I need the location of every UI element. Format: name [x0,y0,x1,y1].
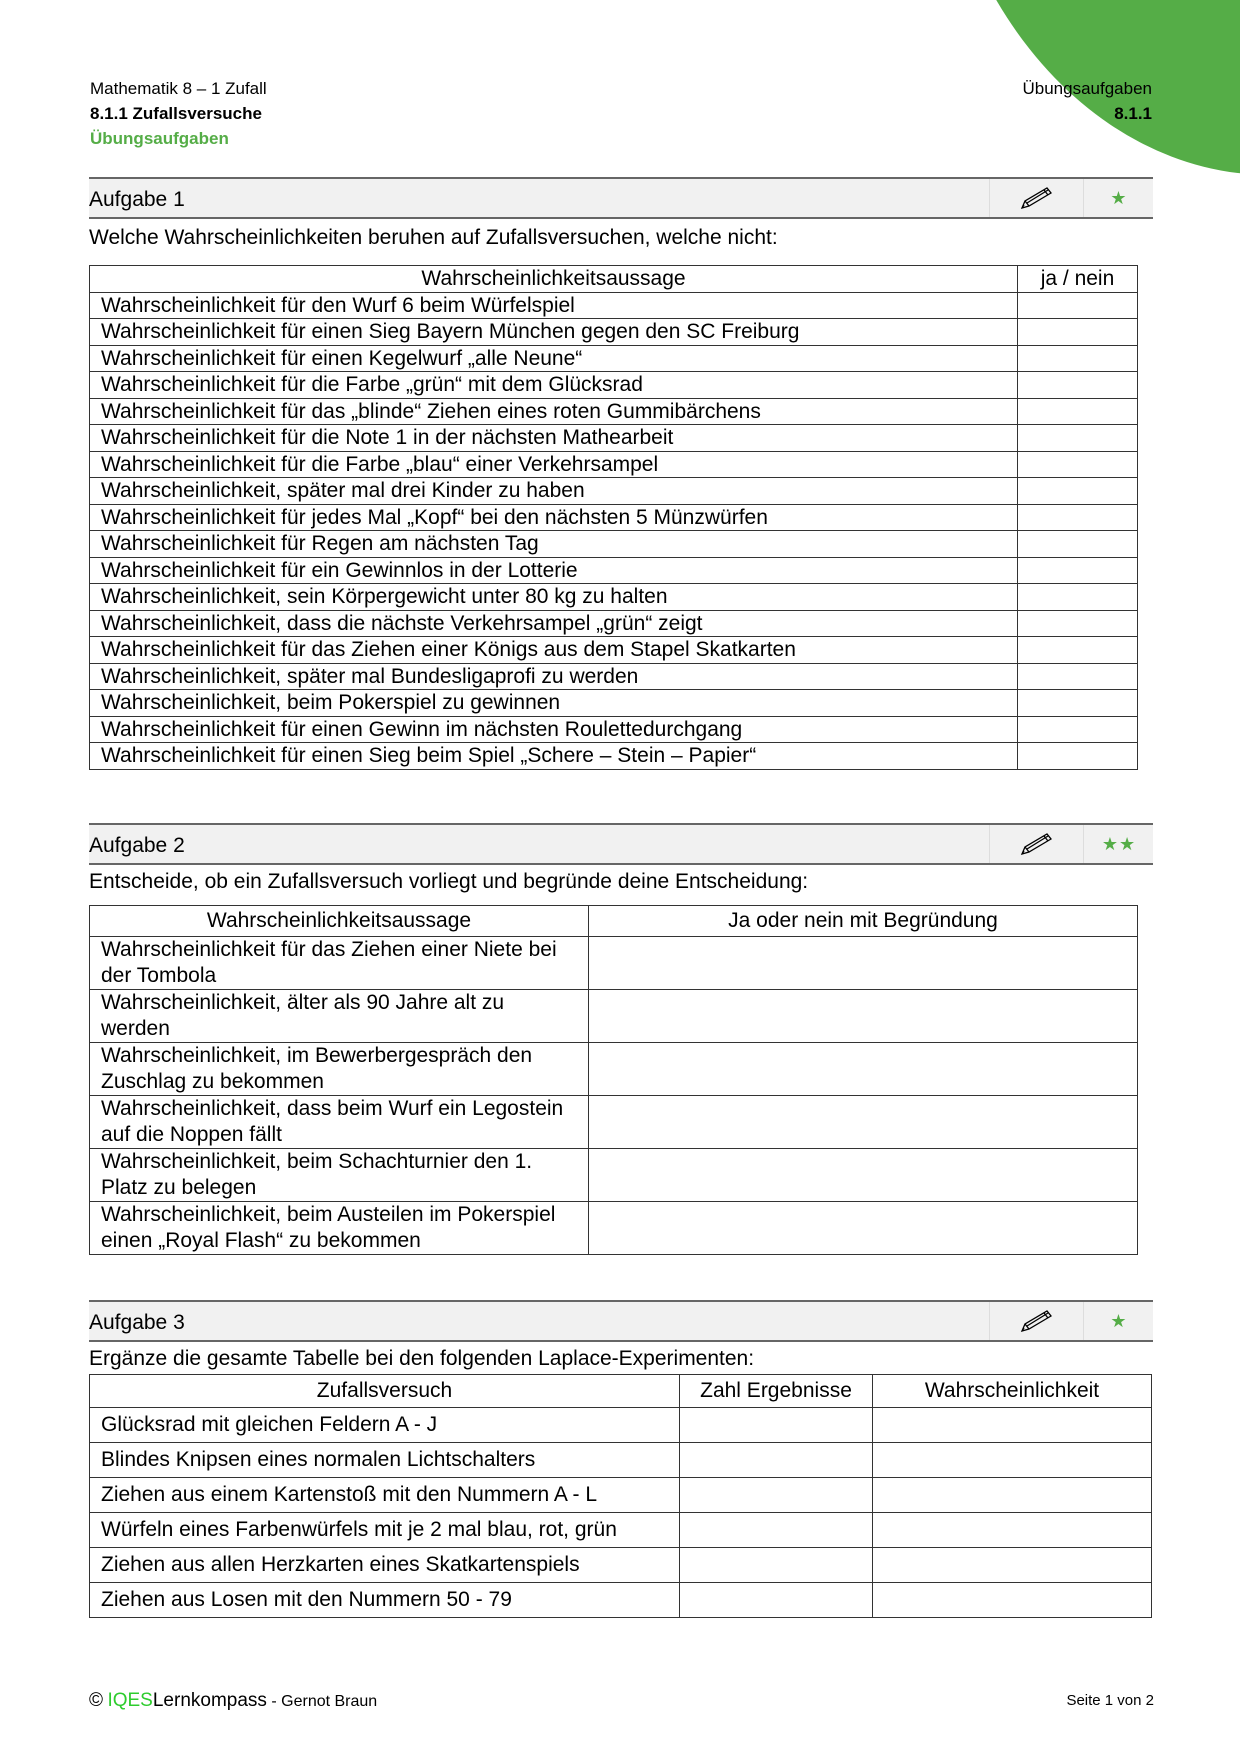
statement-cell: Wahrscheinlichkeit für einen Kegelwurf „alle Neune“ [90,345,1018,372]
experiment-cell: Glücksrad mit gleichen Feldern A - J [90,1408,680,1443]
task-1-header [89,177,1153,219]
statement-cell: Wahrscheinlichkeit für einen Sieg beim Spiel „Schere – Stein – Papier“ [90,743,1018,770]
task-1-table [89,265,1138,770]
answer-cell[interactable] [1018,610,1138,637]
answer-cell[interactable] [1018,451,1138,478]
probability-cell[interactable] [873,1408,1152,1443]
statement-cell: Wahrscheinlichkeit für ein Gewinnlos in der Lotterie [90,557,1018,584]
statement-cell: Wahrscheinlichkeit, beim Pokerspiel zu gewinnen [90,690,1018,717]
answer-cell[interactable] [1018,557,1138,584]
outcomes-cell[interactable] [680,1478,873,1513]
header-right [1022,76,1152,126]
column-header: Wahrscheinlichkeitsaussage [90,266,1018,293]
answer-cell[interactable] [589,1043,1138,1096]
answer-cell[interactable] [1018,345,1138,372]
table-row [90,1583,1152,1618]
statement-cell: Wahrscheinlichkeit für einen Gewinn im nächsten Roulettedurchgang [90,716,1018,743]
statement-cell: Wahrscheinlichkeit für das „blinde“ Ziehen eines roten Gummibärchens [90,398,1018,425]
task-3-header [89,1300,1153,1342]
pencil-icon [989,179,1084,217]
statement-cell: Wahrscheinlichkeit für einen Sieg Bayern München gegen den SC Freiburg [90,319,1018,346]
task-2-table [89,905,1138,1255]
table-row [90,743,1138,770]
statement-cell: Wahrscheinlichkeit, dass beim Wurf ein Legostein auf die Noppen fällt [90,1096,589,1149]
outcomes-cell[interactable] [680,1583,873,1618]
statement-cell: Wahrscheinlichkeit, älter als 90 Jahre alt zu werden [90,990,589,1043]
task-2-header [89,823,1153,865]
column-header: Zufallsversuch [90,1375,680,1408]
outcomes-cell[interactable] [680,1443,873,1478]
brand-iqes: IQES [107,1690,153,1711]
table-row [90,637,1138,664]
task-1-prompt: Welche Wahrscheinlichkeiten beruhen auf Zufallsversuchen, welche nicht: [89,226,778,249]
probability-cell[interactable] [873,1478,1152,1513]
header-right-code: 8.1.1 [1114,104,1152,123]
pencil-icon [989,825,1084,863]
task-2-prompt: Entscheide, ob ein Zufallsversuch vorliegt und begründe deine Entscheidung: [89,870,809,893]
table-row [90,716,1138,743]
column-header: Ja oder nein mit Begründung [589,906,1138,937]
answer-cell[interactable] [1018,425,1138,452]
table-row [90,451,1138,478]
answer-cell[interactable] [1018,637,1138,664]
answer-cell[interactable] [1018,743,1138,770]
column-header: ja / nein [1018,266,1138,293]
column-header: Zahl Ergebnisse [680,1375,873,1408]
brand-lernkompass: Lernkompass [152,1690,267,1711]
answer-cell[interactable] [589,990,1138,1043]
table-row [90,1043,1138,1096]
statement-cell: Wahrscheinlichkeit, später mal drei Kinder zu haben [90,478,1018,505]
statement-cell: Wahrscheinlichkeit für den Wurf 6 beim Würfelspiel [90,292,1018,319]
pencil-icon [989,1302,1084,1340]
statement-cell: Wahrscheinlichkeit, beim Austeilen im Pokerspiel einen „Royal Flash“ zu bekommen [90,1202,589,1255]
table-row [90,292,1138,319]
table-row [90,398,1138,425]
column-header: Wahrscheinlichkeit [873,1375,1152,1408]
statement-cell: Wahrscheinlichkeit für jedes Mal „Kopf“ bei den nächsten 5 Münzwürfen [90,504,1018,531]
section-title: 8.1.1 Zufallsversuche [90,104,262,123]
table-row [90,1096,1138,1149]
table-row [90,1408,1152,1443]
answer-cell[interactable] [589,937,1138,990]
experiment-cell: Ziehen aus Losen mit den Nummern 50 - 79 [90,1583,680,1618]
statement-cell: Wahrscheinlichkeit, später mal Bundesligaprofi zu werden [90,663,1018,690]
header-left [90,76,267,151]
probability-cell[interactable] [873,1443,1152,1478]
column-header: Wahrscheinlichkeitsaussage [90,906,589,937]
answer-cell[interactable] [1018,690,1138,717]
statement-cell: Wahrscheinlichkeit, beim Schachturnier den 1. Platz zu belegen [90,1149,589,1202]
answer-cell[interactable] [1018,531,1138,558]
experiment-cell: Würfeln eines Farbenwürfels mit je 2 mal blau, rot, grün [90,1513,680,1548]
table-row [90,1548,1152,1583]
statement-cell: Wahrscheinlichkeit für die Note 1 in der nächsten Mathearbeit [90,425,1018,452]
answer-cell[interactable] [1018,372,1138,399]
table-row [90,504,1138,531]
experiment-cell: Ziehen aus einem Kartenstoß mit den Nummern A - L [90,1478,680,1513]
task-title: Aufgabe 2 [89,834,185,857]
experiment-cell: Ziehen aus allen Herzkarten eines Skatkartenspiels [90,1548,680,1583]
author: - Gernot Braun [266,1693,378,1710]
table-row [90,557,1138,584]
table-row [90,1202,1138,1255]
footer [89,1690,377,1712]
statement-cell: Wahrscheinlichkeit für das Ziehen einer Niete bei der Tombola [90,937,589,990]
statement-cell: Wahrscheinlichkeit für Regen am nächsten Tag [90,531,1018,558]
table-row [90,663,1138,690]
table-row [90,531,1138,558]
answer-cell[interactable] [1018,584,1138,611]
difficulty-stars: ★★ [1083,825,1154,863]
table-row [90,478,1138,505]
answer-cell[interactable] [1018,319,1138,346]
probability-cell[interactable] [873,1513,1152,1548]
header-right-title: Übungsaufgaben [1022,79,1152,98]
task-title: Aufgabe 1 [89,188,185,211]
experiment-cell: Blindes Knipsen eines normalen Lichtschalters [90,1443,680,1478]
page-number: Seite 1 von 2 [1066,1692,1154,1709]
table-row [90,1149,1138,1202]
table-row [90,1478,1152,1513]
statement-cell: Wahrscheinlichkeit für die Farbe „blau“ einer Verkehrsampel [90,451,1018,478]
table-row [90,425,1138,452]
table-row [90,990,1138,1043]
table-row [90,610,1138,637]
statement-cell: Wahrscheinlichkeit für das Ziehen einer Königs aus dem Stapel Skatkarten [90,637,1018,664]
probability-cell[interactable] [873,1583,1152,1618]
answer-cell[interactable] [1018,716,1138,743]
answer-cell[interactable] [589,1096,1138,1149]
answer-cell[interactable] [1018,504,1138,531]
task-3-prompt: Ergänze die gesamte Tabelle bei den folgenden Laplace-Experimenten: [89,1347,755,1370]
outcomes-cell[interactable] [680,1513,873,1548]
task-3-table [89,1374,1152,1618]
answer-cell[interactable] [1018,478,1138,505]
statement-cell: Wahrscheinlichkeit, im Bewerbergespräch den Zuschlag zu bekommen [90,1043,589,1096]
statement-cell: Wahrscheinlichkeit für die Farbe „grün“ mit dem Glücksrad [90,372,1018,399]
difficulty-stars: ★ [1083,179,1154,217]
answer-cell[interactable] [1018,663,1138,690]
copyright-icon: © [89,1690,103,1711]
answer-cell[interactable] [1018,292,1138,319]
table-row [90,937,1138,990]
answer-cell[interactable] [589,1202,1138,1255]
outcomes-cell[interactable] [680,1408,873,1443]
probability-cell[interactable] [873,1548,1152,1583]
table-row [90,345,1138,372]
task-title: Aufgabe 3 [89,1311,185,1334]
answer-cell[interactable] [1018,398,1138,425]
answer-cell[interactable] [589,1149,1138,1202]
table-row [90,584,1138,611]
table-row [90,1443,1152,1478]
section-subtitle: Übungsaufgaben [90,129,229,148]
outcomes-cell[interactable] [680,1548,873,1583]
statement-cell: Wahrscheinlichkeit, dass die nächste Verkehrsampel „grün“ zeigt [90,610,1018,637]
difficulty-stars: ★ [1083,1302,1154,1340]
course-title: Mathematik 8 – 1 Zufall [90,79,267,98]
table-row [90,690,1138,717]
statement-cell: Wahrscheinlichkeit, sein Körpergewicht unter 80 kg zu halten [90,584,1018,611]
table-row [90,372,1138,399]
table-row [90,319,1138,346]
table-row [90,1513,1152,1548]
